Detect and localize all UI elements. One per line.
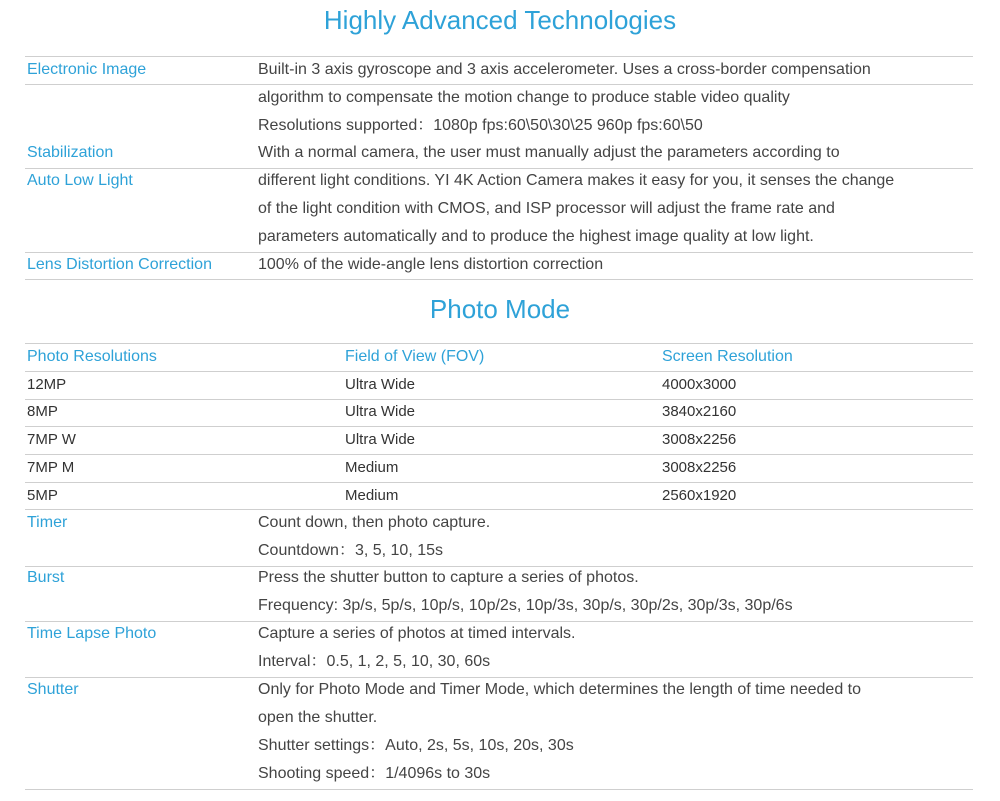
column-header-fov: Field of View (FOV) — [345, 348, 485, 365]
text-line: of the light condition with CMOS, and ISP processor will adjust the frame rate and — [258, 200, 835, 217]
label-timer: Timer — [27, 514, 68, 531]
divider — [25, 399, 973, 400]
table-cell: 2560x1920 — [662, 487, 737, 504]
divider — [25, 252, 973, 253]
divider — [25, 56, 973, 57]
table-cell: Ultra Wide — [345, 431, 416, 448]
table-cell: 3008x2256 — [662, 431, 737, 448]
text-line: parameters automatically and to produce the highest image quality at low light. — [258, 228, 814, 245]
label-electronic-image: Electronic Image — [27, 61, 147, 78]
text-line: Interval：0.5, 1, 2, 5, 10, 30, 60s — [258, 653, 491, 670]
divider — [25, 84, 973, 85]
table-cell: 4000x3000 — [662, 376, 737, 393]
divider — [25, 509, 973, 510]
text-line: Countdown：3, 5, 10, 15s — [258, 542, 444, 559]
divider — [25, 621, 973, 622]
table-cell: Medium — [345, 487, 399, 504]
divider — [25, 482, 973, 483]
label-burst: Burst — [27, 569, 65, 586]
divider — [25, 454, 973, 455]
divider — [25, 789, 973, 790]
divider — [25, 343, 973, 344]
label-stabilization: Stabilization — [27, 144, 114, 161]
divider — [25, 566, 973, 567]
text-line: open the shutter. — [258, 709, 378, 726]
label-time-lapse-photo: Time Lapse Photo — [27, 625, 157, 642]
text-line: With a normal camera, the user must manually adjust the parameters according to — [258, 144, 840, 161]
section-title-technologies: Highly Advanced Technologies — [323, 5, 677, 35]
text-line: different light conditions. YI 4K Action Camera makes it easy for you, it senses the change — [258, 172, 895, 189]
section-title-photo-mode: Photo Mode — [429, 294, 571, 324]
table-cell: 3840x2160 — [662, 403, 737, 420]
text-line: Built-in 3 axis gyroscope and 3 axis accelerometer. Uses a cross-border compensation — [258, 61, 871, 78]
table-cell: Ultra Wide — [345, 403, 416, 420]
text-line: Resolutions supported：1080p fps:60\50\30\25 960p fps:60\50 — [258, 117, 703, 134]
text-line: Press the shutter button to capture a series of photos. — [258, 569, 639, 586]
text-line: Count down, then photo capture. — [258, 514, 491, 531]
divider — [25, 371, 973, 372]
label-shutter: Shutter — [27, 681, 79, 698]
text-line: Shutter settings：Auto, 2s, 5s, 10s, 20s, 30s — [258, 737, 574, 754]
table-cell: 12MP — [27, 376, 67, 393]
column-header-photo-resolutions: Photo Resolutions — [27, 348, 157, 365]
label-lens-distortion: Lens Distortion Correction — [27, 256, 212, 273]
text-line: Capture a series of photos at timed intervals. — [258, 625, 576, 642]
divider — [25, 279, 973, 280]
text-line: Only for Photo Mode and Timer Mode, which determines the length of time needed to — [258, 681, 861, 698]
divider — [25, 168, 973, 169]
table-cell: Medium — [345, 459, 399, 476]
text-line: algorithm to compensate the motion change to produce stable video quality — [258, 89, 790, 106]
divider — [25, 426, 973, 427]
table-cell: Ultra Wide — [345, 376, 416, 393]
table-cell: 7MP M — [27, 459, 75, 476]
table-cell: 8MP — [27, 403, 58, 420]
table-cell: 7MP W — [27, 431, 76, 448]
text-line: Shooting speed：1/4096s to 30s — [258, 765, 491, 782]
divider — [25, 677, 973, 678]
table-cell: 5MP — [27, 487, 58, 504]
text-line: 100% of the wide-angle lens distortion correction — [258, 256, 604, 273]
text-line: Frequency: 3p/s, 5p/s, 10p/s, 10p/2s, 10p/3s, 30p/s, 30p/2s, 30p/3s, 30p/6s — [258, 597, 793, 614]
table-cell: 3008x2256 — [662, 459, 737, 476]
label-auto-low-light: Auto Low Light — [27, 172, 133, 189]
column-header-screen-resolution: Screen Resolution — [662, 348, 793, 365]
